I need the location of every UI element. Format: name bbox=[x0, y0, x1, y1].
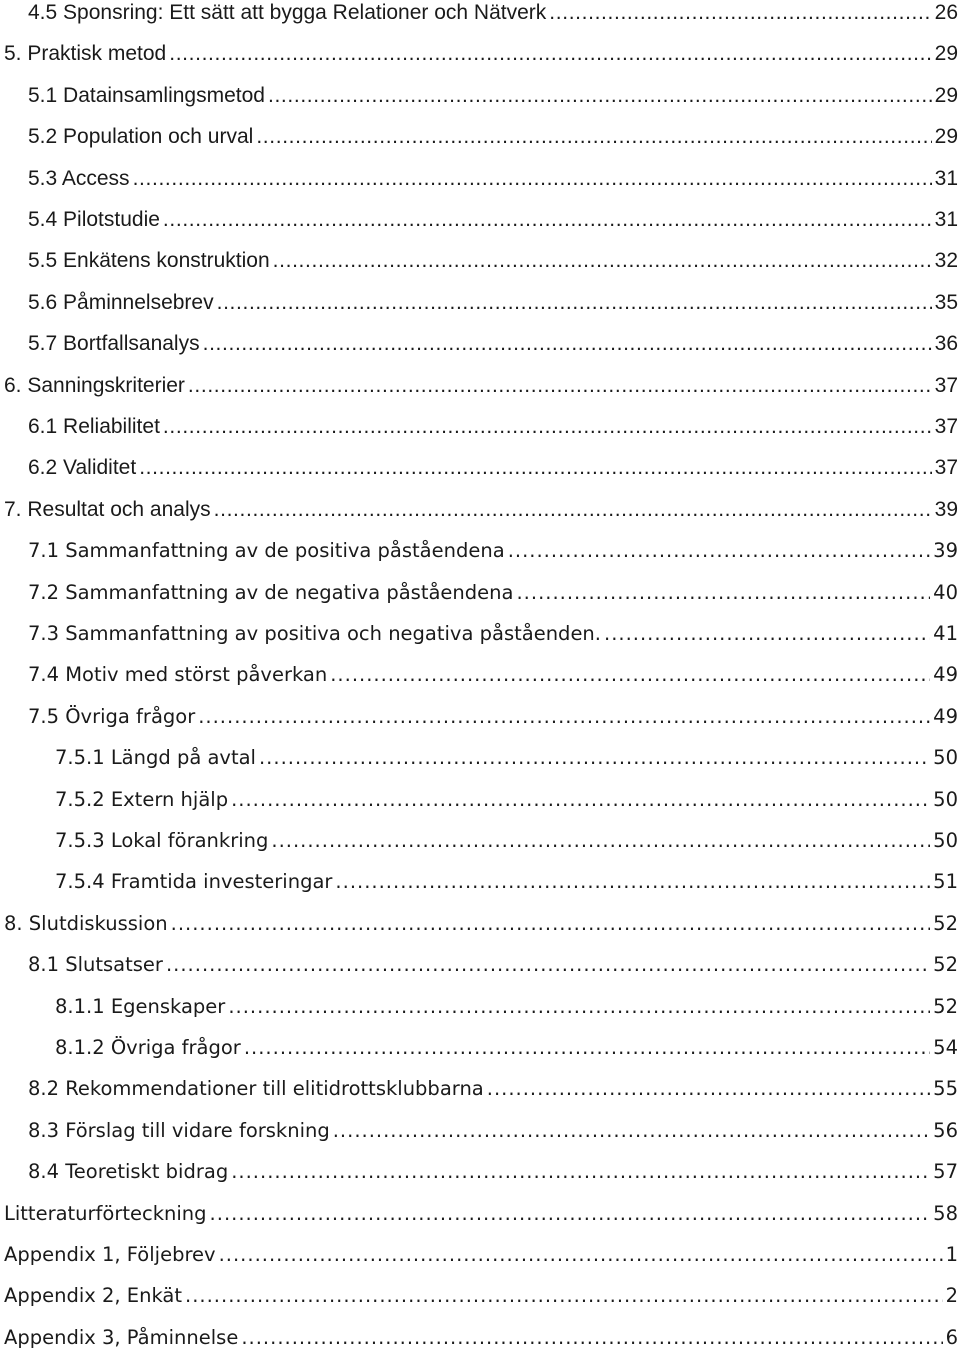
toc-entry-title: 8.1.1 Egenskaper bbox=[55, 994, 226, 1018]
toc-entry[interactable] bbox=[0, 576, 960, 606]
toc-entry-title: 5. Praktisk metod bbox=[4, 42, 167, 66]
toc-dot-leader bbox=[203, 331, 932, 357]
toc-entry-page-number: 39 bbox=[933, 539, 958, 563]
toc-entry-page-number: 31 bbox=[934, 166, 958, 190]
toc-entry-title: 7.1 Sammanfattning av de positiva påståendena bbox=[28, 539, 505, 563]
toc-entry[interactable] bbox=[0, 700, 960, 730]
toc-dot-leader bbox=[163, 207, 932, 233]
toc-entry-title: 4.5 Sponsring: Ett sätt att bygga Relationer och Nätverk bbox=[28, 1, 547, 24]
toc-entry-page-number: 2 bbox=[945, 1284, 958, 1308]
toc-dot-leader bbox=[210, 1201, 931, 1227]
toc-entry[interactable] bbox=[0, 244, 960, 274]
toc-entry[interactable] bbox=[0, 120, 960, 150]
toc-entry-title: Appendix 3, Påminnelse bbox=[4, 1325, 239, 1349]
toc-entry-title: 5.4 Pilotstudie bbox=[28, 208, 160, 231]
toc-entry-page-number: 41 bbox=[933, 622, 958, 645]
toc-dot-leader bbox=[549, 0, 931, 26]
toc-dot-leader bbox=[259, 745, 930, 771]
toc-entry-page-number: 32 bbox=[934, 249, 958, 273]
toc-entry-title: 7.2 Sammanfattning av de negativa påståendena bbox=[28, 580, 514, 604]
toc-entry[interactable] bbox=[0, 907, 960, 937]
toc-entry-title: 7.3 Sammanfattning av positiva och negativa påståenden. bbox=[28, 622, 601, 645]
toc-entry-page-number: 29 bbox=[934, 83, 958, 107]
toc-entry-page-number: 36 bbox=[934, 332, 958, 356]
toc-entry-page-number: 52 bbox=[933, 953, 958, 977]
toc-dot-leader bbox=[163, 414, 932, 440]
toc-entry[interactable] bbox=[0, 617, 960, 647]
toc-entry-title: 8.3 Förslag till vidare forskning bbox=[28, 1118, 330, 1142]
toc-entry[interactable] bbox=[0, 1072, 960, 1102]
toc-entry-page-number: 40 bbox=[933, 580, 958, 604]
toc-dot-leader bbox=[330, 662, 930, 688]
toc-dot-leader bbox=[219, 1242, 943, 1268]
toc-entry-page-number: 49 bbox=[933, 704, 958, 728]
toc-dot-leader bbox=[335, 869, 930, 895]
toc-entry-title: 8. Slutdiskussion bbox=[4, 911, 168, 935]
toc-entry-title: Litteraturförteckning bbox=[4, 1201, 207, 1225]
toc-entry[interactable] bbox=[0, 865, 960, 895]
toc-dot-leader bbox=[487, 1076, 930, 1102]
toc-entry-page-number: 37 bbox=[934, 415, 958, 438]
toc-dot-leader bbox=[185, 1283, 943, 1309]
toc-entry[interactable] bbox=[0, 162, 960, 192]
toc-entry-page-number: 57 bbox=[933, 1160, 958, 1184]
toc-dot-leader bbox=[333, 1118, 930, 1144]
toc-entry[interactable] bbox=[0, 369, 960, 399]
toc-entry-title: Appendix 1, Följebrev bbox=[4, 1243, 216, 1266]
toc-dot-leader bbox=[268, 83, 932, 109]
toc-entry[interactable] bbox=[0, 1238, 960, 1268]
toc-entry[interactable] bbox=[0, 451, 960, 481]
toc-entry-page-number: 50 bbox=[933, 787, 958, 811]
toc-entry-title: 7.5.3 Lokal förankring bbox=[55, 829, 269, 852]
toc-entry-title: 5.2 Population och urval bbox=[28, 125, 254, 149]
toc-entry-page-number: 54 bbox=[933, 1036, 958, 1059]
toc-entry[interactable] bbox=[0, 658, 960, 688]
toc-entry[interactable] bbox=[0, 410, 960, 440]
toc-entry[interactable] bbox=[0, 1031, 960, 1061]
toc-entry-title: 8.1.2 Övriga frågor bbox=[55, 1036, 241, 1059]
toc-entry[interactable] bbox=[0, 824, 960, 854]
toc-dot-leader bbox=[508, 538, 930, 564]
toc-entry-page-number: 52 bbox=[933, 911, 958, 935]
toc-entry[interactable] bbox=[0, 1114, 960, 1144]
toc-dot-leader bbox=[241, 1325, 942, 1351]
toc-dot-leader bbox=[188, 373, 932, 399]
toc-entry-title: 5.1 Datainsamlingsmetod bbox=[28, 83, 265, 107]
toc-entry[interactable] bbox=[0, 1155, 960, 1185]
toc-dot-leader bbox=[231, 1159, 930, 1185]
toc-entry[interactable] bbox=[0, 534, 960, 564]
toc-entry-page-number: 58 bbox=[933, 1201, 958, 1225]
toc-dot-leader bbox=[256, 124, 931, 150]
toc-entry-page-number: 1 bbox=[945, 1243, 958, 1266]
toc-entry-title: 7.5.1 Längd på avtal bbox=[55, 746, 256, 770]
toc-dot-leader bbox=[198, 704, 930, 730]
toc-entry[interactable] bbox=[0, 493, 960, 523]
toc-dot-leader bbox=[228, 994, 930, 1020]
toc-dot-leader bbox=[271, 828, 930, 854]
toc-entry-title: 7. Resultat och analys bbox=[4, 497, 211, 521]
toc-entry[interactable] bbox=[0, 37, 960, 67]
toc-entry-page-number: 31 bbox=[934, 208, 958, 231]
toc-entry-page-number: 56 bbox=[933, 1118, 958, 1142]
toc-entry-title: 5.7 Bortfallsanalys bbox=[28, 332, 200, 356]
toc-entry[interactable] bbox=[0, 203, 960, 233]
toc-entry-title: 5.6 Påminnelsebrev bbox=[28, 290, 214, 314]
toc-entry[interactable] bbox=[0, 783, 960, 813]
toc-entry-page-number: 55 bbox=[933, 1077, 958, 1101]
toc-entry[interactable] bbox=[0, 1279, 960, 1309]
toc-entry-page-number: 29 bbox=[934, 125, 958, 149]
toc-entry-page-number: 50 bbox=[933, 829, 958, 852]
toc-entry[interactable] bbox=[0, 79, 960, 109]
toc-entry-title: 6.1 Reliabilitet bbox=[28, 415, 160, 438]
toc-dot-leader bbox=[171, 911, 931, 937]
toc-dot-leader bbox=[516, 580, 930, 606]
toc-entry-title: 6. Sanningskriterier bbox=[4, 373, 185, 397]
toc-dot-leader bbox=[139, 455, 931, 481]
toc-dot-leader bbox=[169, 41, 931, 67]
toc-dot-leader bbox=[273, 248, 932, 274]
toc-entry-page-number: 52 bbox=[933, 994, 958, 1018]
toc-entry[interactable] bbox=[0, 741, 960, 771]
toc-entry[interactable] bbox=[0, 286, 960, 316]
toc-entry-title: Appendix 2, Enkät bbox=[4, 1284, 183, 1308]
toc-entry-title: 7.4 Motiv med störst påverkan bbox=[28, 663, 328, 687]
toc-dot-leader bbox=[604, 621, 930, 647]
toc-entry-title: 7.5.2 Extern hjälp bbox=[55, 787, 229, 811]
toc-entry-title: 8.4 Teoretiskt bidrag bbox=[28, 1160, 229, 1184]
toc-entry-title: 6.2 Validitet bbox=[28, 456, 137, 480]
toc-entry-page-number: 39 bbox=[934, 497, 958, 521]
toc-entry-page-number: 26 bbox=[934, 1, 958, 24]
toc-entry-title: 5.3 Access bbox=[28, 166, 130, 190]
toc-dot-leader bbox=[217, 290, 932, 316]
toc-entry[interactable] bbox=[0, 0, 960, 26]
toc-dot-leader bbox=[244, 1035, 930, 1061]
toc-entry[interactable] bbox=[0, 1321, 960, 1351]
toc-entry-title: 8.1 Slutsatser bbox=[28, 953, 163, 977]
toc-entry-title: 8.2 Rekommendationer till elitidrottsklubbarna bbox=[28, 1077, 484, 1101]
toc-entry-page-number: 37 bbox=[934, 373, 958, 397]
toc-entry[interactable] bbox=[0, 1197, 960, 1227]
toc-entry-page-number: 51 bbox=[933, 870, 958, 894]
toc-dot-leader bbox=[214, 497, 932, 523]
toc-entry-title: 7.5 Övriga frågor bbox=[28, 704, 196, 728]
toc-dot-leader bbox=[133, 166, 932, 192]
toc-entry-page-number: 49 bbox=[933, 663, 958, 687]
toc-entry-page-number: 37 bbox=[934, 456, 958, 480]
toc-entry[interactable] bbox=[0, 327, 960, 357]
toc-entry-title: 7.5.4 Framtida investeringar bbox=[55, 870, 333, 894]
toc-entry-page-number: 29 bbox=[934, 42, 958, 66]
toc-entry-page-number: 35 bbox=[934, 290, 958, 314]
toc-entry-page-number: 50 bbox=[933, 746, 958, 770]
toc-entry[interactable] bbox=[0, 948, 960, 978]
toc-entry-title: 5.5 Enkätens konstruktion bbox=[28, 249, 270, 273]
toc-dot-leader bbox=[166, 952, 930, 978]
toc-entry[interactable] bbox=[0, 990, 960, 1020]
toc-entry-page-number: 6 bbox=[945, 1325, 958, 1349]
toc-dot-leader bbox=[231, 787, 930, 813]
